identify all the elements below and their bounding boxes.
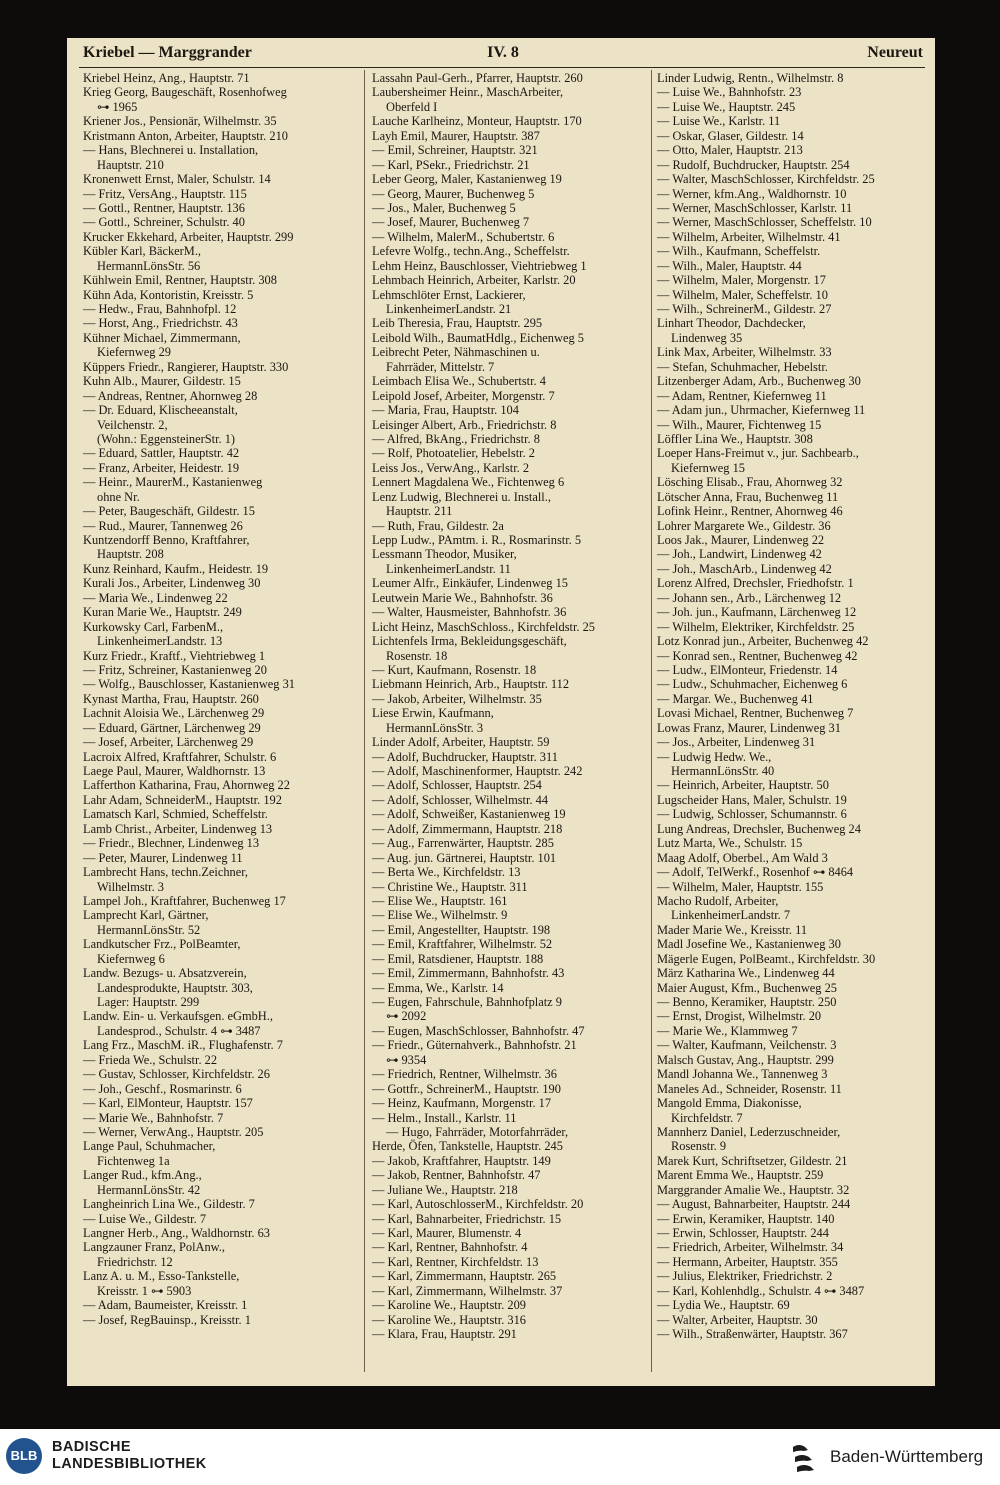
directory-entry-line: Lösching Elisab., Frau, Ahornweg 32	[657, 475, 843, 490]
directory-entry-line: — Jos., Maler, Buchenweg 5	[372, 200, 516, 215]
directory-entry-line: Lutz Marta, We., Schulstr. 15	[657, 836, 803, 851]
directory-entry-line: Linder Ludwig, Rentn., Wilhelmstr. 8	[657, 71, 844, 85]
directory-entry-line: — Peter, Maurer, Lindenweg 11	[83, 850, 243, 865]
directory-entry-line: Lessmann Theodor, Musiker,	[372, 547, 517, 562]
directory-entry-line: — Christine We., Hauptstr. 311	[372, 879, 528, 894]
directory-entry-line: — Wilhelm, MalerM., Schubertstr. 6	[372, 229, 555, 244]
directory-entry-line: März Katharina We., Lindenweg 44	[657, 966, 835, 981]
directory-entry-line: Kriebel Heinz, Ang., Hauptstr. 71	[83, 71, 250, 85]
directory-entry-line: Lamprecht Karl, Gärtner,	[83, 908, 209, 923]
directory-entry-line: Leiss Jos., VerwAng., Karlstr. 2	[372, 460, 530, 475]
directory-entry-line: — Jakob, Rentner, Bahnhofstr. 47	[372, 1168, 541, 1183]
directory-page	[67, 38, 935, 1386]
directory-entry-line: Lang Frz., MaschM. iR., Flughafenstr. 7	[83, 1038, 283, 1053]
directory-entry-line: Lichtenfels Irma, Bekleidungsgeschäft,	[372, 634, 567, 649]
directory-entry-line: — Stefan, Schuhmacher, Hebelstr.	[657, 359, 828, 374]
directory-entry-line: Malsch Gustav, Ang., Hauptstr. 299	[657, 1052, 834, 1067]
directory-entry-line: Lorenz Alfred, Drechsler, Friedhofstr. 1	[657, 576, 854, 591]
directory-entry-line: Lung Andreas, Drechsler, Buchenweg 24	[657, 821, 861, 836]
directory-entry-line: Lehm Heinz, Bauschlosser, Viehtriebweg 1	[372, 258, 587, 273]
directory-entry-line: Lacroix Alfred, Kraftfahrer, Schulstr. 6	[83, 749, 277, 764]
directory-entry-line: Küppers Friedr., Rangierer, Hauptstr. 330	[83, 359, 289, 374]
directory-entry-line: Fichtenweg 1a	[97, 1153, 170, 1168]
directory-entry-line: Kiefernweg 29	[97, 345, 171, 360]
directory-entry-line: — Adolf, Schlosser, Wilhelmstr. 44	[372, 792, 549, 807]
directory-entry-line: — Hedw., Frau, Bahnhofpl. 12	[83, 302, 237, 316]
directory-entry-line: — Helm., Install., Karlstr. 11	[372, 1110, 517, 1125]
directory-entry-line: HermannLönsStr. 56	[97, 258, 201, 273]
directory-entry-line: Kunz Reinhard, Kaufm., Heidestr. 19	[83, 561, 269, 576]
directory-entry-line: — Karl, AutoschlosserM., Kirchfeldstr. 20	[372, 1197, 584, 1212]
directory-entry-line: — Emil, Ratsdiener, Hauptstr. 188	[372, 951, 544, 966]
directory-entry-line: — Wilhelm, Maler, Scheffelstr. 10	[657, 287, 828, 302]
directory-entry-line: Kuran Marie We., Hauptstr. 249	[83, 605, 242, 620]
directory-entry-line: — Jakob, Kraftfahrer, Hauptstr. 149	[372, 1153, 551, 1168]
directory-entry-line: — Wilhelm, Maler, Hauptstr. 155	[657, 879, 824, 894]
directory-entry-line: Laubersheimer Heinr., MaschArbeiter,	[372, 85, 564, 100]
directory-entry-line: — Gottl., Schreiner, Schulstr. 40	[83, 215, 245, 230]
directory-entry-line: — Oskar, Glaser, Gildestr. 14	[657, 128, 804, 143]
directory-entry-line: Linhart Theodor, Dachdecker,	[657, 316, 806, 331]
directory-entry-line: Lafferthon Katharina, Frau, Ahornweg 22	[83, 778, 290, 793]
directory-entry-line: Lötscher Anna, Frau, Buchenweg 11	[657, 489, 839, 504]
directory-entry-line: Langer Rud., kfm.Ang.,	[83, 1168, 202, 1183]
directory-entry-line: — Wilh., Straßenwärter, Hauptstr. 367	[657, 1327, 848, 1342]
directory-entry-line: — Jos., Arbeiter, Lindenweg 31	[657, 735, 816, 750]
directory-entry-line: — Georg, Maurer, Buchenweg 5	[372, 186, 535, 201]
directory-entry-line: — Berta We., Kirchfeldstr. 13	[372, 865, 521, 880]
directory-entry-line: Krucker Ekkehard, Arbeiter, Hauptstr. 299	[83, 229, 294, 244]
directory-entry-line: Kirchfeldstr. 7	[671, 1110, 743, 1125]
header-rule	[79, 67, 925, 68]
directory-entry-line: — Rolf, Photoatelier, Hebelstr. 2	[372, 446, 535, 461]
directory-entry-line: LinkenheimerLandstr. 13	[97, 634, 223, 649]
directory-entry-line: — Fritz, VersAng., Hauptstr. 115	[83, 186, 247, 201]
directory-entry-line: HermannLönsStr. 52	[97, 922, 201, 937]
directory-entry-line: Kurz Friedr., Kraftf., Viehtriebweg 1	[83, 648, 266, 663]
directory-entry-line: — Lydia We., Hauptstr. 69	[657, 1298, 790, 1313]
directory-entry-line: Lotz Konrad jun., Arbeiter, Buchenweg 42	[657, 634, 869, 649]
directory-entry-line: Mangold Emma, Diakonisse,	[657, 1096, 802, 1111]
directory-entry-line: — Adam, Rentner, Kiefernweg 11	[657, 388, 827, 403]
directory-entry-line: Leisinger Albert, Arb., Friedrichstr. 8	[372, 417, 557, 432]
directory-entry-line: — Werner, kfm.Ang., Waldhornstr. 10	[657, 186, 847, 201]
directory-entry-line: — Heinr., MaurerM., Kastanienweg	[83, 475, 263, 490]
directory-entry-line: — Maria, Frau, Hauptstr. 104	[372, 403, 519, 418]
directory-entry-line: — Adolf, TelWerkf., Rosenhof ⊶ 8464	[657, 865, 854, 880]
directory-entry-line: Marent Emma We., Hauptstr. 259	[657, 1168, 824, 1183]
directory-entry-line: Lenz Ludwig, Blechnerei u. Install.,	[372, 489, 551, 504]
directory-entry-line: Mandl Johanna We., Tannenweg 3	[657, 1067, 828, 1082]
directory-entry-line: ⊶ 1965	[97, 99, 138, 114]
directory-entry-line: — Wilh., Kaufmann, Scheffelstr.	[657, 244, 821, 259]
directory-entry-line: Langheinrich Lina We., Gildestr. 7	[83, 1197, 255, 1212]
directory-entry-line: — Karoline We., Hauptstr. 316	[372, 1312, 526, 1327]
directory-entry-line: Hauptstr. 211	[386, 504, 453, 519]
directory-entry-line: — Joh., Landwirt, Lindenweg 42	[657, 547, 822, 562]
directory-entry-line: Lofink Heinr., Rentner, Ahornweg 46	[657, 504, 843, 519]
directory-entry-line: ohne Nr.	[97, 489, 140, 504]
directory-entry-line: — Luise We., Karlstr. 11	[657, 114, 781, 129]
directory-entry-line: Landw. Bezugs- u. Absatzverein,	[83, 966, 247, 981]
directory-entry-line: — Karl, Bahnarbeiter, Friedrichstr. 15	[372, 1211, 562, 1226]
directory-entry-line: — Andreas, Rentner, Ahornweg 28	[83, 388, 258, 403]
directory-entry-line: — Klara, Frau, Hauptstr. 291	[372, 1327, 517, 1342]
directory-entry-line: — August, Bahnarbeiter, Hauptstr. 244	[657, 1197, 851, 1212]
directory-entry-line: — Josef, RegBauinsp., Kreisstr. 1	[83, 1312, 251, 1327]
directory-column-2	[372, 71, 648, 1342]
directory-entry-line: Link Max, Arbeiter, Wilhelmstr. 33	[657, 345, 832, 360]
directory-entry-line: — Wilhelm, Arbeiter, Wilhelmstr. 41	[657, 229, 841, 244]
directory-entry-line: — Adolf, Zimmermann, Hauptstr. 218	[372, 821, 563, 836]
directory-entry-line: LinkenheimerLandstr. 7	[671, 908, 791, 923]
directory-entry-line: Mägerle Eugen, PolBeamt., Kirchfeldstr. 30	[657, 951, 876, 966]
directory-entry-line: — Joh., MaschArb., Lindenweg 42	[657, 561, 832, 576]
directory-entry-line: — Friedr., Blechner, Lindenweg 13	[83, 836, 260, 851]
directory-entry-line: — Kurt, Kaufmann, Rosenstr. 18	[372, 662, 537, 677]
directory-entry-line: — Emil, Angestellter, Hauptstr. 198	[372, 922, 551, 937]
directory-entry-line: Landesprod., Schulstr. 4 ⊶ 3487	[97, 1023, 261, 1038]
directory-entry-line: — Walter, MaschSchlosser, Kirchfeldstr. 25	[657, 172, 875, 187]
directory-entry-line: Liebmann Heinrich, Arb., Hauptstr. 112	[372, 677, 570, 692]
directory-entry-line: Landkutscher Frz., PolBeamter,	[83, 937, 241, 952]
directory-entry-line: — Ernst, Drogist, Wilhelmstr. 20	[657, 1009, 822, 1024]
directory-entry-line: — Friedr., Güternahverk., Bahnhofstr. 21	[372, 1038, 577, 1053]
directory-entry-line: Kronenwett Ernst, Maler, Schulstr. 14	[83, 172, 271, 187]
directory-entry-line: Fahrräder, Mittelstr. 7	[386, 359, 495, 374]
directory-entry-line: Kiefernweg 6	[97, 951, 165, 966]
directory-entry-line: — Wilhelm, Maler, Morgenstr. 17	[657, 273, 826, 288]
directory-entry-line: — Walter, Kaufmann, Veilchenstr. 3	[657, 1038, 837, 1053]
directory-entry-line: — Joh., Geschf., Rosmarinstr. 6	[83, 1081, 242, 1096]
directory-entry-line: Litzenberger Adam, Arb., Buchenweg 30	[657, 374, 861, 389]
directory-entry-line: — Wilh., Maurer, Fichtenweg 15	[657, 417, 822, 432]
running-header	[83, 44, 923, 66]
directory-entry-line: — Rudolf, Buchdrucker, Hauptstr. 254	[657, 157, 850, 172]
directory-entry-line: — Peter, Baugeschäft, Gildestr. 15	[83, 504, 255, 519]
directory-entry-line: Lanz A. u. M., Esso-Tankstelle,	[83, 1269, 240, 1284]
directory-entry-line: — Joh. jun., Kaufmann, Lärchenweg 12	[657, 605, 857, 620]
directory-entry-line: — Hans, Blechnerei u. Installation,	[83, 143, 259, 158]
directory-entry-line: HermannLönsStr. 3	[386, 720, 484, 735]
directory-entry-line: Lindenweg 35	[671, 330, 743, 345]
directory-entry-line: — Elise We., Wilhelmstr. 9	[372, 908, 508, 923]
directory-entry-line: — Hugo, Fahrräder, Motorfahrräder,	[386, 1124, 569, 1139]
directory-entry-line: — Johann sen., Arb., Lärchenweg 12	[657, 590, 842, 605]
directory-entry-line: Leibrecht Peter, Nähmaschinen u.	[372, 345, 540, 360]
directory-entry-line: — Luise We., Bahnhofstr. 23	[657, 85, 802, 100]
directory-entry-line: — Konrad sen., Rentner, Buchenweg 42	[657, 648, 858, 663]
directory-column-3	[657, 71, 927, 1342]
directory-entry-line: Lahr Adam, SchneiderM., Hauptstr. 192	[83, 792, 282, 807]
directory-entry-line: — Heinrich, Arbeiter, Hauptstr. 50	[657, 778, 829, 793]
directory-entry-line: Leimbach Elisa We., Schubertstr. 4	[372, 374, 546, 389]
directory-entry-line: Kuhn Alb., Maurer, Gildestr. 15	[83, 374, 241, 389]
directory-entry-line: — Eduard, Gärtner, Lärchenweg 29	[83, 720, 261, 735]
directory-entry-line: Kurkowsky Carl, FarbenM.,	[83, 619, 224, 634]
directory-entry-line: — Luise We., Hauptstr. 245	[657, 99, 796, 114]
directory-entry-line: Lehmbach Heinrich, Arbeiter, Karlstr. 20	[372, 273, 576, 288]
directory-entry-line: — Aug., Farrenwärter, Hauptstr. 285	[372, 836, 554, 851]
directory-entry-line: Loeper Hans-Freimut v., jur. Sachbearb.,	[657, 446, 859, 461]
directory-entry-line: — Adolf, Buchdrucker, Hauptstr. 311	[372, 749, 558, 764]
header-name-range: Kriebel — Marggrander	[83, 44, 252, 61]
directory-entry-line: — Adam, Baumeister, Kreisstr. 1	[83, 1298, 248, 1313]
directory-entry-line: Hauptstr. 210	[97, 157, 164, 172]
directory-entry-line: — Karl, Maurer, Blumenstr. 4	[372, 1226, 522, 1240]
blb-logo[interactable]: BLB	[6, 1438, 42, 1474]
directory-entry-line: — Margar. We., Buchenweg 41	[657, 691, 814, 706]
directory-entry-line: — Rud., Maurer, Tannenweg 26	[83, 518, 243, 533]
directory-entry-line: — Luise We., Gildestr. 7	[83, 1211, 207, 1226]
directory-entry-line: Kristmann Anton, Arbeiter, Hauptstr. 210	[83, 128, 288, 143]
directory-entry-line: — Eugen, Fahrschule, Bahnhofplatz 9	[372, 995, 562, 1009]
directory-entry-line: — Adolf, Maschinenformer, Hauptstr. 242	[372, 764, 583, 778]
directory-entry-line: Lowas Franz, Maurer, Lindenweg 31	[657, 720, 841, 735]
directory-entry-line: Lambrecht Hans, techn.Zeichner,	[83, 865, 248, 880]
header-section-number: IV. 8	[487, 44, 519, 61]
directory-entry-line: Wilhelmstr. 3	[97, 879, 164, 894]
directory-entry-line: — Friedrich, Arbeiter, Wilhelmstr. 34	[657, 1240, 844, 1255]
directory-entry-line: — Ruth, Frau, Gildestr. 2a	[372, 518, 504, 533]
directory-entry-line: — Eduard, Sattler, Hauptstr. 42	[83, 446, 240, 461]
directory-entry-line: — Wilhelm, Elektriker, Kirchfeldstr. 25	[657, 619, 855, 634]
directory-entry-line: Kuntzendorff Benno, Kraftfahrer,	[83, 533, 250, 547]
directory-entry-line: Lassahn Paul-Gerh., Pfarrer, Hauptstr. 260	[372, 71, 583, 85]
directory-entry-line: — Fritz, Schreiner, Kastanienweg 20	[83, 662, 267, 677]
directory-entry-line: Friedrichstr. 12	[97, 1254, 173, 1269]
directory-entry-line: — Walter, Arbeiter, Hauptstr. 30	[657, 1312, 818, 1327]
directory-entry-line: Maier August, Kfm., Buchenweg 25	[657, 980, 837, 995]
directory-entry-line: — Franz, Arbeiter, Heidestr. 19	[83, 460, 240, 475]
directory-entry-line: — Ludwig Hedw. We.,	[657, 749, 772, 764]
directory-entry-line: — Marie We., Klammweg 7	[657, 1023, 798, 1038]
directory-entry-line: Lange Paul, Schuhmacher,	[83, 1139, 216, 1154]
directory-entry-line: Lauche Karlheinz, Monteur, Hauptstr. 170	[372, 114, 582, 129]
directory-entry-line: Rosenstr. 18	[386, 648, 448, 663]
directory-entry-line: Kynast Martha, Frau, Hauptstr. 260	[83, 691, 259, 706]
directory-entry-line: Löffler Lina We., Hauptstr. 308	[657, 431, 813, 446]
directory-entry-line: Mannherz Daniel, Lederzuschneider,	[657, 1124, 841, 1139]
directory-entry-line: — Karoline We., Hauptstr. 209	[372, 1298, 526, 1313]
directory-entry-line: ⊶ 9354	[386, 1052, 427, 1067]
directory-entry-line: — Friedrich, Rentner, Wilhelmstr. 36	[372, 1067, 557, 1082]
directory-entry-line: Leipold Josef, Arbeiter, Morgenstr. 7	[372, 388, 555, 403]
directory-entry-line: Kiefernweg 15	[671, 460, 745, 475]
directory-entry-line: — Benno, Keramiker, Hauptstr. 250	[657, 995, 837, 1009]
directory-entry-line: — Werner, VerwAng., Hauptstr. 205	[83, 1124, 264, 1139]
directory-entry-line: — Karl, ElMonteur, Hauptstr. 157	[83, 1096, 253, 1111]
directory-entry-line: — Adam jun., Uhrmacher, Kiefernweg 11	[657, 403, 866, 418]
directory-entry-line: — Adolf, Schweißer, Kastanienweg 19	[372, 807, 566, 822]
directory-entry-line: Leutwein Marie We., Bahnhofstr. 36	[372, 590, 553, 605]
directory-entry-line: — Erwin, Schlosser, Hauptstr. 244	[657, 1226, 829, 1240]
directory-entry-line: Lamb Christ., Arbeiter, Lindenweg 13	[83, 821, 273, 836]
directory-entry-line: Lepp Ludw., PAmtm. i. R., Rosmarinstr. 5	[372, 533, 582, 547]
directory-entry-line: — Ludwig, Schlosser, Schumannstr. 6	[657, 807, 847, 822]
directory-entry-line: Veilchenstr. 2,	[97, 417, 168, 432]
directory-entry-line: Kübler Karl, BäckerM.,	[83, 244, 202, 259]
directory-entry-line: Lamatsch Karl, Schmied, Scheffelstr.	[83, 807, 268, 822]
directory-entry-line: Kriener Jos., Pensionär, Wilhelmstr. 35	[83, 114, 277, 129]
directory-entry-line: Landw. Ein- u. Verkaufsgen. eGmbH.,	[83, 1009, 273, 1024]
directory-entry-line: — Werner, MaschSchlosser, Scheffelstr. 10	[657, 215, 872, 230]
baden-wuerttemberg-label[interactable]: Baden-Württemberg	[830, 1447, 984, 1466]
directory-entry-line: Marggrander Amalie We., Hauptstr. 32	[657, 1182, 850, 1197]
directory-entry-line: — Ludw., ElMonteur, Friedenstr. 14	[657, 662, 838, 677]
directory-entry-line: — Ludw., Schuhmacher, Eichenweg 6	[657, 677, 848, 692]
directory-entry-line: ⊶ 2092	[386, 1009, 427, 1024]
directory-entry-line: Mader Marie We., Kreisstr. 11	[657, 922, 808, 937]
directory-entry-line: Kühlwein Emil, Rentner, Hauptstr. 308	[83, 273, 277, 288]
directory-entry-line: Langzauner Franz, PolAnw.,	[83, 1240, 225, 1255]
blb-name-line1: BADISCHE	[52, 1439, 131, 1455]
directory-entry-line: Liese Erwin, Kaufmann,	[372, 706, 494, 721]
directory-entry-line: — Juliane We., Hauptstr. 218	[372, 1182, 518, 1197]
directory-entry-line: — Horst, Ang., Friedrichstr. 43	[83, 316, 238, 331]
directory-entry-line: — Heinz, Kaufmann, Morgenstr. 17	[372, 1096, 552, 1111]
directory-entry-line: Lampel Joh., Kraftfahrer, Buchenweg 17	[83, 893, 286, 908]
directory-entry-line: Lehmschlöter Ernst, Lackierer,	[372, 287, 526, 302]
directory-entry-line: — Werner, MaschSchlosser, Karlstr. 11	[657, 200, 853, 215]
directory-entry-line: — Aug. jun. Gärtnerei, Hauptstr. 101	[372, 850, 557, 865]
directory-entry-line: Macho Rudolf, Arbeiter,	[657, 893, 779, 908]
directory-entry-line: — Wilh., SchreinerM., Gildestr. 27	[657, 302, 832, 316]
directory-entry-line: Langner Herb., Ang., Waldhornstr. 63	[83, 1226, 271, 1240]
directory-entry-line: Laege Paul, Maurer, Waldhornstr. 13	[83, 764, 266, 778]
directory-entry-line: — Frieda We., Schulstr. 22	[83, 1052, 218, 1067]
directory-entry-line: LinkenheimerLandstr. 21	[386, 302, 512, 316]
directory-entry-line: HermannLönsStr. 40	[671, 764, 775, 778]
directory-entry-line: — Emil, Zimmermann, Bahnhofstr. 43	[372, 966, 565, 981]
directory-entry-line: Kurali Jos., Arbeiter, Lindenweg 30	[83, 576, 261, 591]
directory-entry-line: — Alfred, BkAng., Friedrichstr. 8	[372, 431, 540, 446]
blb-name-line2: LANDESBIBLIOTHEK	[52, 1456, 207, 1472]
directory-entry-line: — Wolfg., Bauschlosser, Kastanienweg 31	[83, 677, 295, 692]
directory-entry-line: — Gottfr., SchreinerM., Hauptstr. 190	[372, 1081, 561, 1096]
directory-entry-line: Krieg Georg, Baugeschäft, Rosenhofweg	[83, 85, 287, 100]
directory-entry-line: Kühner Michael, Zimmermann,	[83, 330, 241, 345]
library-footer	[0, 1429, 1000, 1485]
directory-entry-line: — Erwin, Keramiker, Hauptstr. 140	[657, 1211, 835, 1226]
directory-column-1	[83, 71, 358, 1327]
directory-entry-line: — Julius, Elektriker, Friedrichstr. 2	[657, 1269, 833, 1284]
directory-entry-line: Landesprodukte, Hauptstr. 303,	[97, 980, 253, 995]
directory-entry-line: Leumer Alfr., Einkäufer, Lindenweg 15	[372, 576, 568, 591]
directory-entry-line: — Josef, Maurer, Buchenweg 7	[372, 215, 530, 230]
directory-entry-line: Lennert Magdalena We., Fichtenweg 6	[372, 475, 565, 490]
header-locality: Neureut	[867, 44, 923, 61]
directory-entry-line: — Hermann, Arbeiter, Hauptstr. 355	[657, 1254, 838, 1269]
directory-entry-line: Madl Josefine We., Kastanienweg 30	[657, 937, 841, 952]
directory-entry-line: Herde, Öfen, Tankstelle, Hauptstr. 245	[372, 1139, 563, 1154]
directory-entry-line: — Emma, We., Karlstr. 14	[372, 980, 504, 995]
directory-entry-line: — Marie We., Bahnhofstr. 7	[83, 1110, 224, 1125]
directory-entry-line: — Karl, Rentner, Kirchfeldstr. 13	[372, 1254, 539, 1269]
blb-library-name[interactable]	[52, 1439, 207, 1473]
column-divider	[364, 70, 365, 1372]
directory-entry-line: Kühn Ada, Kontoristin, Kreisstr. 5	[83, 287, 254, 302]
directory-entry-line: Leber Georg, Maler, Kastanienweg 19	[372, 172, 562, 187]
directory-entry-line: — Otto, Maler, Hauptstr. 213	[657, 143, 803, 158]
directory-entry-line: Linder Adolf, Arbeiter, Hauptstr. 59	[372, 735, 550, 750]
directory-entry-line: — Gustav, Schlosser, Kirchfeldstr. 26	[83, 1067, 270, 1082]
directory-entry-line: — Josef, Arbeiter, Lärchenweg 29	[83, 735, 254, 750]
directory-entry-line: — Karl, Zimmermann, Wilhelmstr. 37	[372, 1283, 563, 1298]
directory-entry-line: — Dr. Eduard, Klischeeanstalt,	[83, 403, 238, 418]
directory-entry-line: Maag Adolf, Oberbel., Am Wald 3	[657, 850, 828, 865]
directory-entry-line: Loos Jak., Maurer, Lindenweg 22	[657, 533, 825, 547]
directory-entry-line: — Jakob, Arbeiter, Wilhelmstr. 35	[372, 691, 542, 706]
directory-entry-line: LinkenheimerLandstr. 11	[386, 561, 511, 576]
directory-entry-line: — Karl, Zimmermann, Hauptstr. 265	[372, 1269, 557, 1284]
directory-entry-line: — Emil, Schreiner, Hauptstr. 321	[372, 143, 538, 158]
directory-entry-line: — Eugen, MaschSchlosser, Bahnhofstr. 47	[372, 1023, 585, 1038]
directory-entry-line: Oberfeld I	[386, 99, 438, 114]
directory-entry-line: — Gottl., Rentner, Hauptstr. 136	[83, 200, 245, 215]
directory-entry-line: Lager: Hauptstr. 299	[97, 995, 200, 1009]
directory-entry-line: Leibold Wilh., BaumatHdlg., Eichenweg 5	[372, 330, 584, 345]
baden-wuerttemberg-lions-icon[interactable]	[790, 1441, 824, 1475]
directory-entry-line: Leib Theresia, Frau, Hauptstr. 295	[372, 316, 543, 331]
directory-entry-line: Licht Heinz, MaschSchloss., Kirchfeldstr. 25	[372, 619, 595, 634]
directory-entry-line: Maneles Ad., Schneider, Rosenstr. 11	[657, 1081, 842, 1096]
directory-entry-line: Kreisstr. 1 ⊶ 5903	[97, 1283, 192, 1298]
column-divider	[651, 70, 652, 1372]
directory-entry-line: Lefevre Wolfg., techn.Ang., Scheffelstr.	[372, 244, 570, 259]
directory-entry-line: — Karl, Rentner, Bahnhofstr. 4	[372, 1240, 528, 1255]
directory-entry-line: — Karl, PSekr., Friedrichstr. 21	[372, 157, 530, 172]
directory-entry-line: Lovasi Michael, Rentner, Buchenweg 7	[657, 706, 854, 721]
directory-entry-line: Hauptstr. 208	[97, 547, 164, 562]
directory-entry-line: — Elise We., Hauptstr. 161	[372, 893, 508, 908]
directory-entry-line: — Walter, Hausmeister, Bahnhofstr. 36	[372, 605, 567, 620]
directory-entry-line: Lugscheider Hans, Maler, Schulstr. 19	[657, 792, 847, 807]
directory-entry-line: HermannLönsStr. 42	[97, 1182, 201, 1197]
directory-entry-line: — Wilh., Maler, Hauptstr. 44	[657, 258, 802, 273]
directory-entry-line: — Emil, Kraftfahrer, Wilhelmstr. 52	[372, 937, 553, 952]
directory-entry-line: Layh Emil, Maurer, Hauptstr. 387	[372, 128, 540, 143]
directory-entry-line: — Adolf, Schlosser, Hauptstr. 254	[372, 778, 542, 793]
directory-entry-line: — Maria We., Lindenweg 22	[83, 590, 228, 605]
directory-entry-line: (Wohn.: EggensteinerStr. 1)	[97, 431, 236, 446]
directory-entry-line: Marek Kurt, Schriftsetzer, Gildestr. 21	[657, 1153, 848, 1168]
directory-entry-line: Lachnit Aloisia We., Lärchenweg 29	[83, 706, 265, 721]
directory-entry-line: Lohrer Margarete We., Gildestr. 36	[657, 518, 831, 533]
directory-entry-line: — Karl, Kohlenhdlg., Schulstr. 4 ⊶ 3487	[657, 1283, 865, 1298]
directory-entry-line: Rosenstr. 9	[671, 1139, 727, 1154]
